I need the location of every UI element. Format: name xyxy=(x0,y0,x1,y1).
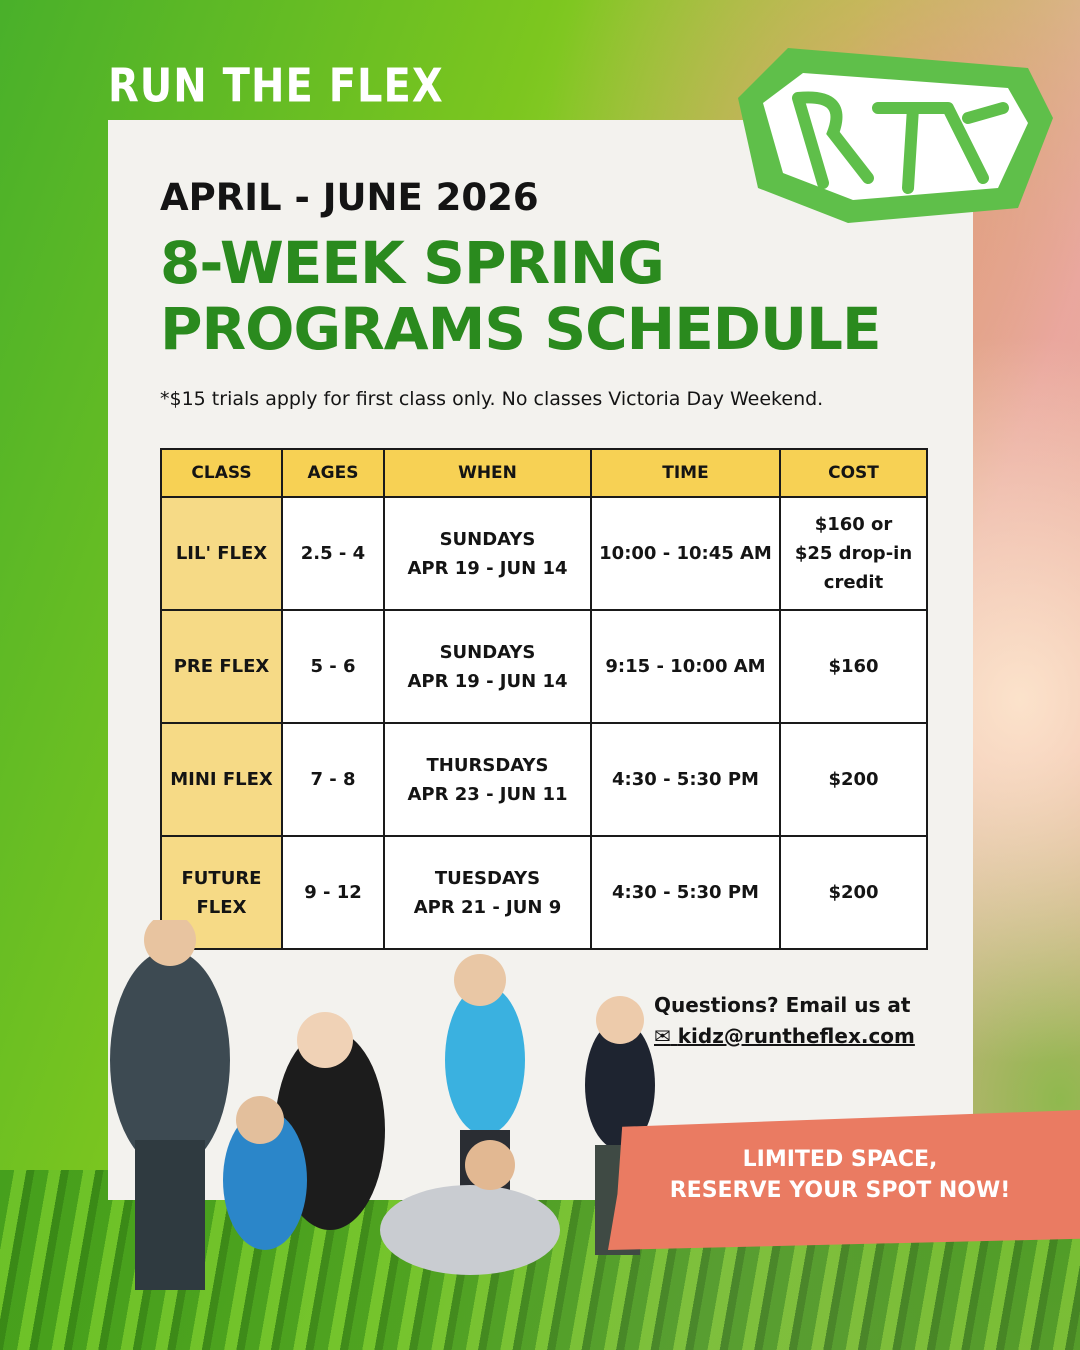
table-row xyxy=(161,497,927,610)
cost-cell xyxy=(780,610,927,723)
kids-photo xyxy=(30,920,670,1350)
schedule-table xyxy=(160,448,928,950)
ages-cell: 7 - 8 xyxy=(282,723,384,836)
ages-cell: 2.5 - 4 xyxy=(282,497,384,610)
headline-line-1: 8-WEEK SPRING xyxy=(160,229,664,297)
cost-line: $200 xyxy=(828,882,879,903)
cost-line: $160 or xyxy=(814,514,893,535)
cost-line: credit xyxy=(823,572,884,593)
email-address: kidz@runtheflex.com xyxy=(677,1024,915,1048)
when-dates: APR 23 - JUN 11 xyxy=(407,783,568,805)
when-day: TUESDAYS xyxy=(434,867,541,889)
class-name: MINI FLEX xyxy=(170,769,273,790)
brand-logo: RUN THE FLEX xyxy=(108,60,444,113)
cost-cell xyxy=(780,497,927,610)
when-day: SUNDAYS xyxy=(439,641,536,663)
when-dates: APR 19 - JUN 14 xyxy=(407,557,568,579)
cost-cell xyxy=(780,723,927,836)
email-link[interactable] xyxy=(654,1021,924,1052)
cta-line-1: LIMITED SPACE, xyxy=(742,1147,938,1172)
cta-line-2: RESERVE YOUR SPOT NOW! xyxy=(669,1178,1011,1203)
header-class: CLASS xyxy=(161,449,282,497)
contact-block xyxy=(654,990,924,1052)
when-cell xyxy=(384,610,591,723)
class-name: FLEX xyxy=(196,896,247,918)
headline xyxy=(160,230,881,362)
when-cell xyxy=(384,497,591,610)
headline-line-2: PROGRAMS SCHEDULE xyxy=(160,295,881,363)
when-day: THURSDAYS xyxy=(426,754,549,776)
ages-cell: 5 - 6 xyxy=(282,610,384,723)
when-dates: APR 19 - JUN 14 xyxy=(407,670,568,692)
header-time: TIME xyxy=(591,449,780,497)
ages-cell: 9 - 12 xyxy=(282,836,384,949)
time-cell: 4:30 - 5:30 PM xyxy=(591,723,780,836)
trial-note: *$15 trials apply for first class only. No classes Victoria Day Weekend. xyxy=(160,388,824,410)
class-name: LIL' FLEX xyxy=(175,543,268,564)
header-cost: COST xyxy=(780,449,927,497)
class-cell xyxy=(161,610,282,723)
cost-line: $200 xyxy=(828,769,879,790)
table-row xyxy=(161,610,927,723)
time-cell: 4:30 - 5:30 PM xyxy=(591,836,780,949)
cost-cell xyxy=(780,836,927,949)
cta-text xyxy=(640,1144,1040,1206)
contact-line: Questions? Email us at xyxy=(654,993,911,1017)
rtfk-tag-logo xyxy=(728,38,1058,228)
date-range: APRIL - JUNE 2026 xyxy=(160,176,539,219)
class-cell xyxy=(161,723,282,836)
header-when: WHEN xyxy=(384,449,591,497)
class-cell xyxy=(161,497,282,610)
cost-line: $160 xyxy=(828,656,879,677)
table-row xyxy=(161,723,927,836)
when-dates: APR 21 - JUN 9 xyxy=(413,896,562,918)
table-header-row xyxy=(161,449,927,497)
time-cell: 9:15 - 10:00 AM xyxy=(591,610,780,723)
class-name: PRE FLEX xyxy=(173,656,270,677)
envelope-icon: ✉ xyxy=(654,1024,671,1048)
class-name: FUTURE xyxy=(181,867,262,889)
time-cell: 10:00 - 10:45 AM xyxy=(591,497,780,610)
when-day: SUNDAYS xyxy=(439,528,536,550)
cost-line: $25 drop-in xyxy=(794,543,913,564)
header-ages: AGES xyxy=(282,449,384,497)
when-cell xyxy=(384,723,591,836)
